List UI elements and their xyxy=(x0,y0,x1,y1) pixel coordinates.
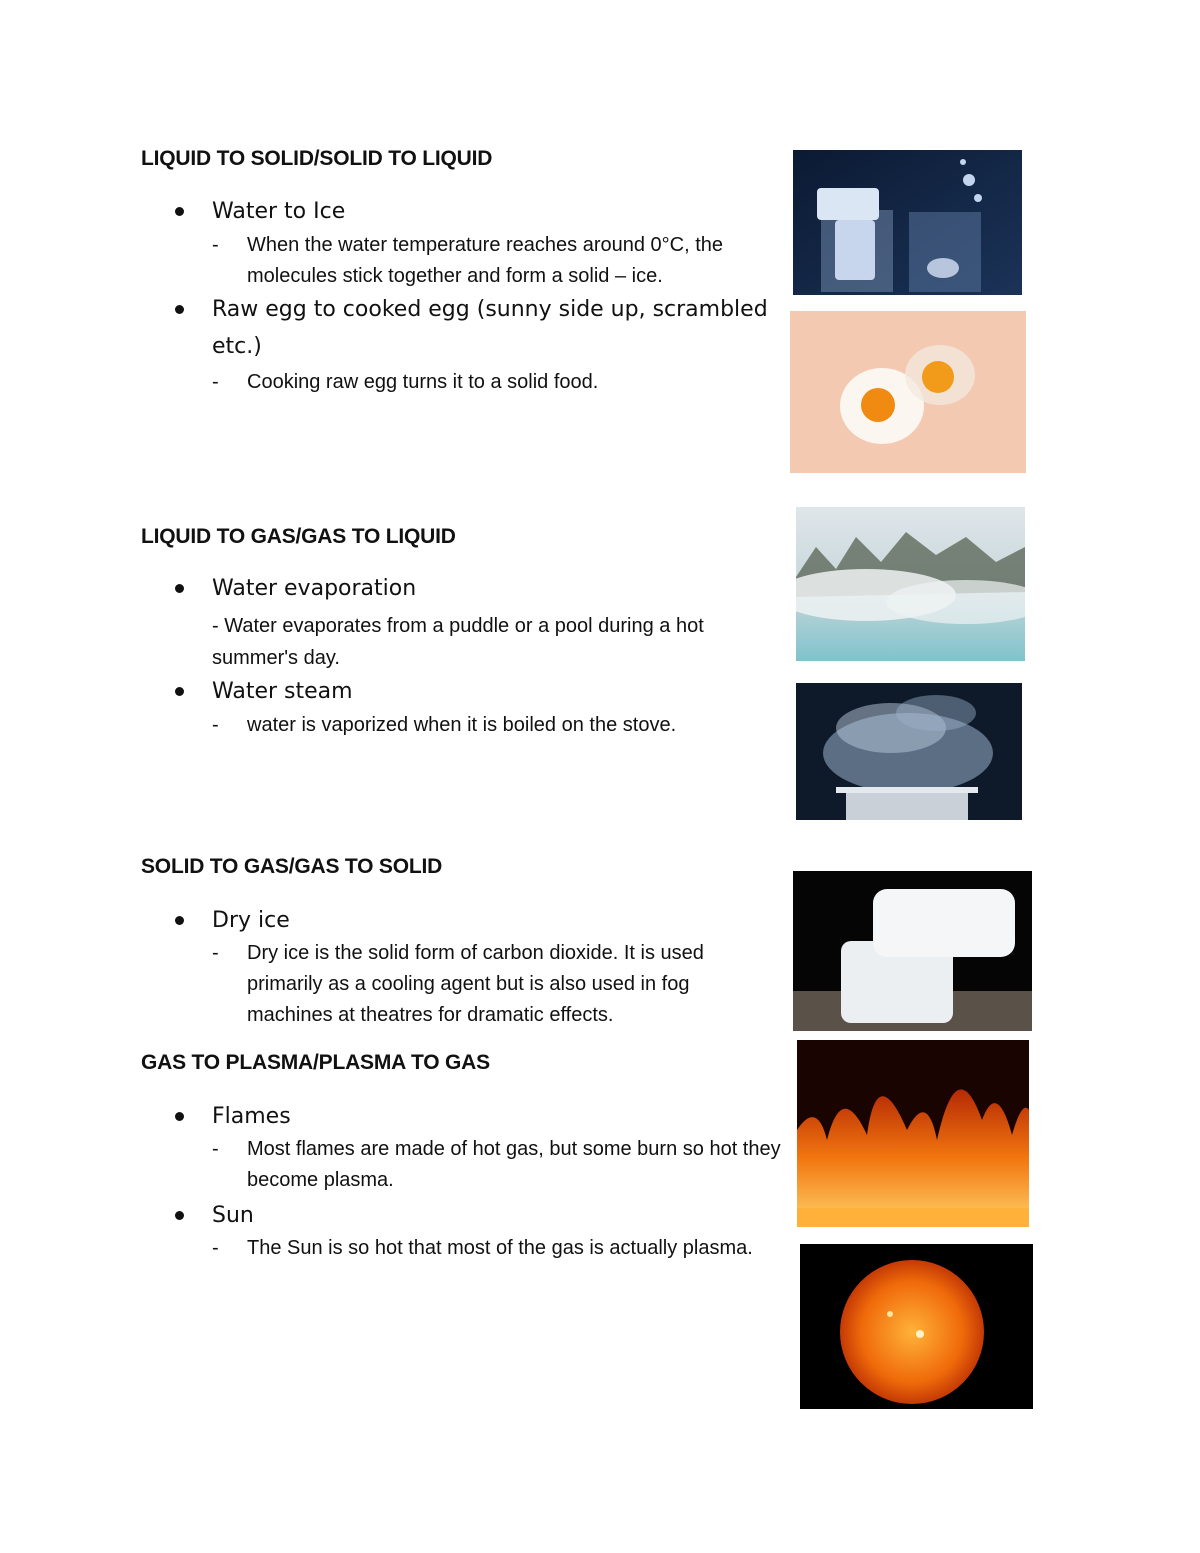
heading-liquid-solid: LIQUID TO SOLID/SOLID TO LIQUID xyxy=(141,147,493,170)
heading-gas-plasma: GAS TO PLASMA/PLASMA TO GAS xyxy=(141,1051,490,1074)
bullet-title: Water to Ice xyxy=(212,199,346,224)
detail-sun: - The Sun is so hot that most of the gas is actually plasma. xyxy=(212,1237,753,1259)
bullet-water-to-ice xyxy=(175,193,345,230)
bullet-dot xyxy=(175,1211,184,1220)
heading-liquid-gas: LIQUID TO GAS/GAS TO LIQUID xyxy=(141,525,456,548)
detail-water-steam: - water is vaporized when it is boiled on the stove. xyxy=(212,714,677,736)
detail-flames: - Most flames are made of hot gas, but some burn so hot they become plasma. xyxy=(212,1138,781,1191)
bullet-title: Dry ice xyxy=(212,908,290,933)
bullet-dot xyxy=(175,1112,184,1121)
bullet-title: Water evaporation xyxy=(212,576,417,601)
heading-solid-gas: SOLID TO GAS/GAS TO SOLID xyxy=(141,855,443,878)
bullet-title: Sun xyxy=(212,1203,254,1228)
bullet-flames xyxy=(175,1098,291,1135)
bullet-title: Raw egg to cooked egg (sunny side up, scrambled etc.) xyxy=(212,297,768,359)
bullet-dot xyxy=(175,916,184,925)
bullet-dry-ice xyxy=(175,902,290,939)
bullet-dot xyxy=(175,687,184,696)
bullet-water-evaporation xyxy=(175,570,416,607)
fried-egg-image xyxy=(790,311,1026,473)
bullet-dot xyxy=(175,207,184,216)
bullet-raw-egg xyxy=(175,291,775,365)
sun-image xyxy=(800,1244,1033,1409)
bullet-sun xyxy=(175,1197,254,1234)
evaporating-pool-image xyxy=(796,507,1025,661)
ice-water-glasses-image xyxy=(793,150,1022,295)
bullet-dot xyxy=(175,305,184,314)
dry-ice-blocks-image xyxy=(793,871,1032,1031)
boiling-pot-steam-image xyxy=(796,683,1022,820)
flames-image xyxy=(797,1040,1029,1227)
detail-water-evaporation: - Water evaporates from a puddle or a pool during a hot summer's day. xyxy=(212,615,704,669)
detail-water-to-ice: - When the water temperature reaches around 0°C, the molecules stick together and form a solid – ice. xyxy=(212,234,724,287)
detail-raw-egg: - Cooking raw egg turns it to a solid food. xyxy=(212,371,599,393)
bullet-water-steam xyxy=(175,673,353,710)
bullet-title: Flames xyxy=(212,1104,291,1129)
detail-dry-ice: - Dry ice is the solid form of carbon dioxide. It is used primarily as a cooling agent but is also used in fog machines at theatres for dramatic effects. xyxy=(212,942,704,1026)
bullet-dot xyxy=(175,584,184,593)
bullet-title: Water steam xyxy=(212,679,353,704)
